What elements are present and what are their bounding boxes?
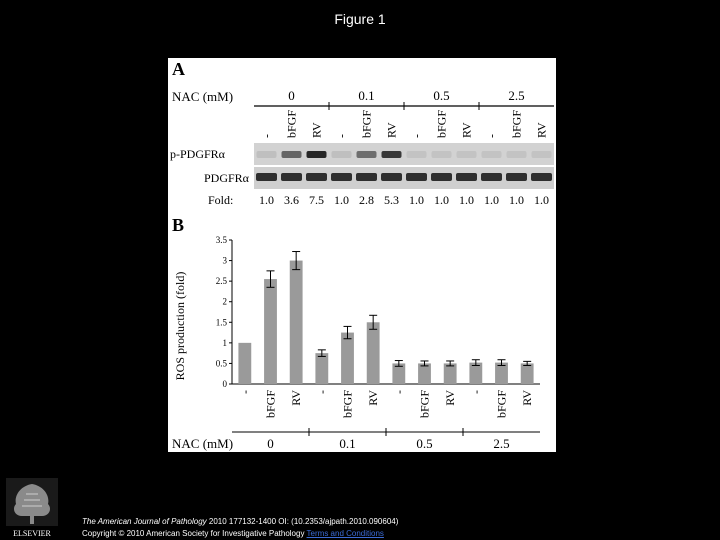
figure-panel	[168, 58, 556, 452]
journal-name: The American Journal of Pathology	[82, 517, 207, 526]
pdgfr-band	[506, 173, 527, 181]
pdgfr-band	[306, 173, 327, 181]
p-pdgfr-band	[482, 151, 502, 158]
citation-text: 2010 177132-1400 OI: (10.2353/ajpath.2010.090604)	[206, 517, 399, 526]
x-tick-label: bFGF	[494, 390, 509, 419]
fold-value: 1.0	[484, 193, 499, 207]
lane-label: RV	[384, 122, 399, 138]
lane-label: -	[334, 134, 349, 138]
p-pdgfr-band	[282, 151, 302, 158]
lane-label: RV	[309, 122, 324, 138]
figure-title: Figure 1	[334, 11, 386, 27]
panel-b-label: B	[172, 215, 185, 235]
citation-line	[82, 517, 398, 526]
x-tick-label: RV	[520, 390, 535, 406]
panel-a	[170, 59, 554, 207]
panel-a-label: A	[172, 59, 185, 79]
x-tick-label: RV	[366, 390, 381, 406]
fold-value: 1.0	[534, 193, 549, 207]
fold-value: 3.6	[284, 193, 299, 207]
panel-b	[172, 215, 540, 451]
p-pdgfr-band	[532, 151, 552, 158]
ros-bar	[418, 363, 431, 384]
x-tick-label: bFGF	[417, 390, 432, 419]
lane-label: bFGF	[359, 109, 374, 138]
x-tick-label: -	[468, 390, 483, 394]
panel-a-nac-group: 0	[288, 88, 295, 103]
p-pdgfr-band	[257, 151, 277, 158]
ros-bar	[290, 261, 303, 384]
ros-bar	[367, 322, 380, 384]
p-pdgfr-band	[432, 151, 452, 158]
fold-value: 2.8	[359, 193, 374, 207]
fold-value: 1.0	[334, 193, 349, 207]
ros-bar	[238, 343, 251, 384]
panel-a-nac-group: 0.1	[358, 88, 375, 103]
fold-label: Fold:	[208, 193, 234, 207]
x-tick-label: RV	[289, 390, 304, 406]
fold-value: 5.3	[384, 193, 399, 207]
ros-bar	[315, 353, 328, 384]
lane-label: bFGF	[509, 109, 524, 138]
blot-row-pdgfr-label: PDGFRα	[204, 171, 249, 185]
ros-bar	[341, 333, 354, 384]
y-tick-label: 1	[222, 337, 227, 348]
fold-value: 1.0	[459, 193, 474, 207]
lane-label: RV	[534, 122, 549, 138]
copyright-line	[82, 529, 384, 538]
y-tick-label: 0.5	[215, 358, 227, 369]
p-pdgfr-band	[507, 151, 527, 158]
copyright-text: Copyright © 2010 American Society for Investigative Pathology	[82, 529, 307, 538]
y-tick-label: 3.5	[215, 235, 227, 245]
x-tick-label: bFGF	[263, 390, 278, 419]
lane-label: bFGF	[284, 109, 299, 138]
y-tick-label: 0	[222, 379, 227, 389]
panel-b-nac-group: 0.5	[416, 436, 433, 451]
lane-label: -	[259, 134, 274, 138]
figure-svg	[168, 58, 556, 452]
lane-label: -	[484, 134, 499, 138]
lane-label: RV	[459, 122, 474, 138]
y-tick-label: 2.5	[215, 276, 227, 287]
x-tick-label: -	[314, 390, 329, 394]
panel-b-nac-group: 0	[267, 436, 274, 451]
fold-value: 1.0	[259, 193, 274, 207]
ros-bar	[521, 363, 534, 384]
fold-value: 1.0	[509, 193, 524, 207]
pdgfr-band	[256, 173, 277, 181]
elsevier-logo-icon	[6, 478, 58, 538]
pdgfr-band	[381, 173, 402, 181]
ros-bar	[444, 363, 457, 384]
pdgfr-band	[431, 173, 452, 181]
logo-text: ELSEVIER	[13, 529, 51, 538]
panel-b-nac-group: 0.1	[339, 436, 356, 451]
lane-label: bFGF	[434, 109, 449, 138]
x-tick-label: -	[237, 390, 252, 394]
x-tick-label: RV	[443, 390, 458, 406]
panel-b-nac-label: NAC (mM)	[172, 436, 234, 451]
pdgfr-band	[356, 173, 377, 181]
fold-value: 1.0	[409, 193, 424, 207]
y-axis-label: ROS production (fold)	[173, 271, 187, 381]
x-tick-label: -	[391, 390, 406, 394]
panel-a-nac-group: 2.5	[508, 88, 525, 103]
terms-link[interactable]: Terms and Conditions	[306, 529, 384, 538]
ros-bar	[264, 279, 277, 384]
pdgfr-band	[406, 173, 427, 181]
pdgfr-band	[481, 173, 502, 181]
y-tick-label: 1.5	[215, 317, 227, 328]
pdgfr-band	[531, 173, 552, 181]
blot-row-p-pdgfr-label: p-PDGFRα	[170, 147, 225, 161]
p-pdgfr-band	[332, 151, 352, 158]
p-pdgfr-band	[382, 151, 402, 158]
y-tick-label: 2	[222, 296, 227, 307]
y-tick-label: 3	[222, 255, 227, 266]
fold-value: 7.5	[309, 193, 324, 207]
panel-a-nac-label: NAC (mM)	[172, 89, 234, 104]
panel-a-nac-group: 0.5	[433, 88, 450, 103]
p-pdgfr-band	[457, 151, 477, 158]
lane-label: -	[409, 134, 424, 138]
x-tick-label: bFGF	[340, 390, 355, 419]
pdgfr-band	[281, 173, 302, 181]
pdgfr-band	[331, 173, 352, 181]
p-pdgfr-band	[407, 151, 427, 158]
fold-value: 1.0	[434, 193, 449, 207]
p-pdgfr-band	[307, 151, 327, 158]
pdgfr-band	[456, 173, 477, 181]
panel-b-nac-group: 2.5	[493, 436, 510, 451]
p-pdgfr-band	[357, 151, 377, 158]
